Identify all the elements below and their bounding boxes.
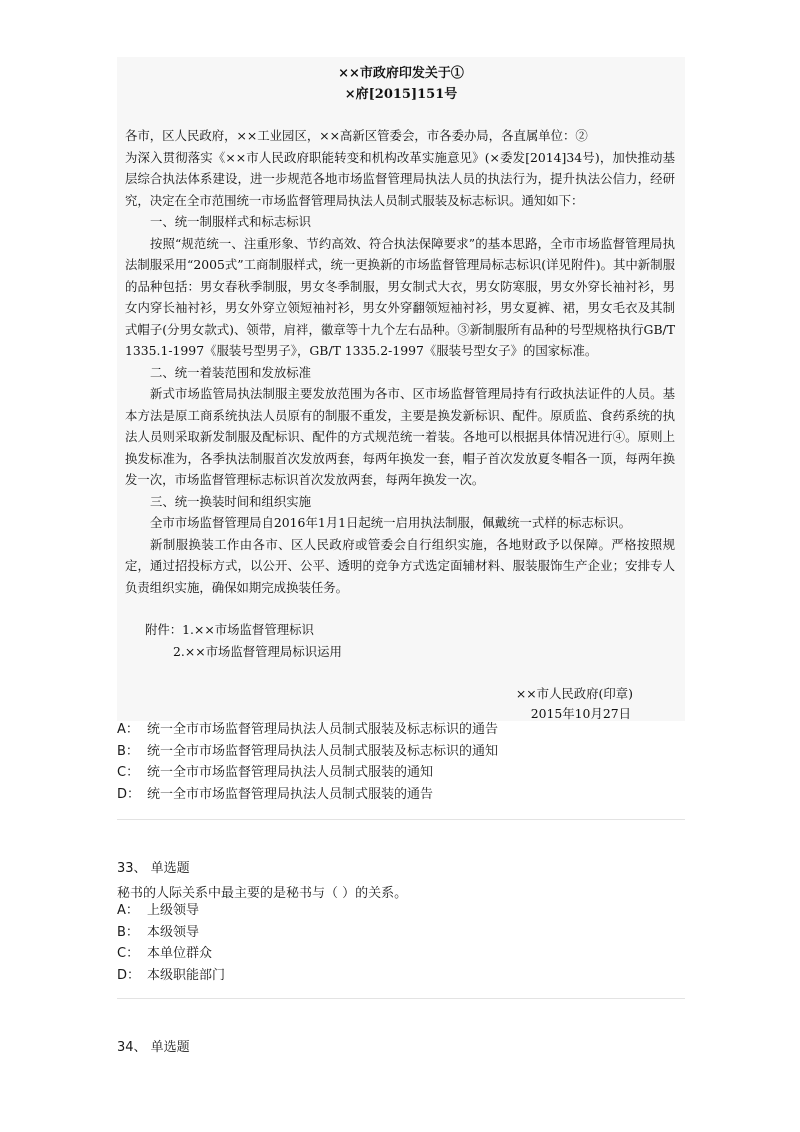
q33-header: 33、 单选题 — [117, 861, 190, 876]
answer-option[interactable] — [117, 922, 225, 944]
answer-option[interactable] — [117, 943, 225, 965]
option-label: B： — [117, 743, 139, 759]
option-text: 本单位群众 — [147, 946, 213, 962]
signature: ××市人民政府(印章) — [515, 686, 633, 701]
option-label: C： — [117, 946, 140, 962]
option-text: 本级领导 — [147, 924, 200, 940]
document-title: ××市政府印发关于① — [338, 66, 464, 81]
option-text: 统一全市市场监督管理局执法人员制式服装及标志标识的通知 — [147, 743, 499, 759]
document-paragraph: 三、统一换装时间和组织实施 — [150, 493, 312, 509]
option-label: A： — [117, 722, 139, 737]
document-paragraph: 新制服换装工作由各市、区人民政府或管委会自行组织实施，各地财政予以保障。严格按照规定，通过招投标方式，以公开、公平、透明的竞争方式选定面辅材料、服装服饰生产企业；安排专人负责组织实施，确保如期完成换装任务。 — [125, 536, 675, 595]
document-paragraph: 各市，区人民政府，××工业园区，××高新区管委会，市各委办局，各直属单位：② — [125, 128, 588, 143]
document-body — [125, 125, 675, 598]
option-text: 本级职能部门 — [147, 967, 226, 983]
option-text: 统一全市市场监督管理局执法人员制式服装及标志标识的通告 — [147, 722, 499, 737]
document-paragraph: 为深入贯彻落实《××市人民政府职能转变和机构改革实施意见》(×委发[2014]34号)，加快推动基层综合执法体系建设，进一步规范各地市场监督管理局执法人员的执法行为，提升执法公信力，经研究，决定在全市范围统一市场监督管理局执法人员制式服装及标志标识。通知如下： — [125, 149, 675, 208]
divider — [117, 819, 685, 820]
document-paragraph: 二、统一着装范围和发放标准 — [150, 364, 312, 380]
option-text: 统一全市市场监督管理局执法人员制式服装的通知 — [147, 765, 434, 781]
attachment-line-2: 2.××市场监督管理局标识运用 — [173, 644, 342, 659]
option-text: 统一全市市场监督管理局执法人员制式服装的通告 — [147, 786, 434, 802]
answer-option[interactable] — [117, 784, 498, 806]
q34-header: 34、 单选题 — [117, 1040, 190, 1055]
answer-option[interactable] — [117, 900, 225, 922]
document-paragraph: 全市市场监督管理局自2016年1月1日起统一启用执法制服，佩戴统一式样的标志标识。 — [150, 515, 631, 530]
answer-option[interactable] — [117, 965, 225, 987]
answer-option[interactable] — [117, 741, 498, 763]
divider — [117, 998, 685, 999]
option-label: C： — [117, 765, 140, 781]
document-paragraph: 一、统一制服样式和标志标识 — [150, 214, 312, 229]
document-paragraph: 按照“规范统一、注重形象、节约高效、符合执法保障要求”的基本思路，全市市场监督管理局执法制服采用“2005式”工商制服样式，统一更换新的市场监督管理局标志标识(详见附件)。其中新制服的品种包括：男女春秋季制服，男女冬季制服，男女制式大衣，男女防寒服，男女外穿长袖衬衫，男女内穿长袖衬衫，男女外穿立领短袖衬衫，男女外穿翻领短袖衬衫，男女夏裤、裙，男女毛衣及其制式帽子(分男女款式)、领带，肩袢，徽章等十九个左右品种。③新制服所有品种的号型规格执行GB/T 1335.1-1997《服装号型男子》，GB/T 1335.2-1997《服装号型女子》的国家标准。 — [125, 235, 675, 358]
option-label: B： — [117, 924, 139, 940]
scanned-document-image — [117, 57, 685, 721]
q32-options — [117, 719, 498, 805]
attachment-line-1: 附件：1.××市场监督管理标识 — [145, 622, 314, 637]
option-label: D： — [117, 786, 141, 802]
q33-options — [117, 900, 225, 986]
document-date: 2015年10月27日 — [530, 706, 631, 721]
q33-question: 秘书的人际关系中最主要的是秘书与（ ）的关系。 — [117, 886, 408, 901]
document-number: ×府[2015]151号 — [344, 87, 458, 102]
answer-option[interactable] — [117, 762, 498, 784]
option-label: A： — [117, 903, 139, 918]
option-text: 上级领导 — [147, 903, 200, 918]
document-paragraph: 新式市场监管局执法制服主要发放范围为各市、区市场监督管理局持有行政执法证件的人员。基本方法是原工商系统执法人员原有的制服不重发，主要是换发新标识、配件。原质监、食药系统的执法人员则采取新发制服及配标识、配件的方式规范统一着装。各地可以根据具体情况进行④。原则上换发标准为，各季执法制服首次发放两套，每两年换发一套，帽子首次发放夏冬帽各一顶，每两年换发一次，市场监督管理标志标识首次发放两套，每两年换发一次。 — [125, 386, 675, 487]
answer-option[interactable] — [117, 719, 498, 741]
option-label: D： — [117, 967, 141, 983]
